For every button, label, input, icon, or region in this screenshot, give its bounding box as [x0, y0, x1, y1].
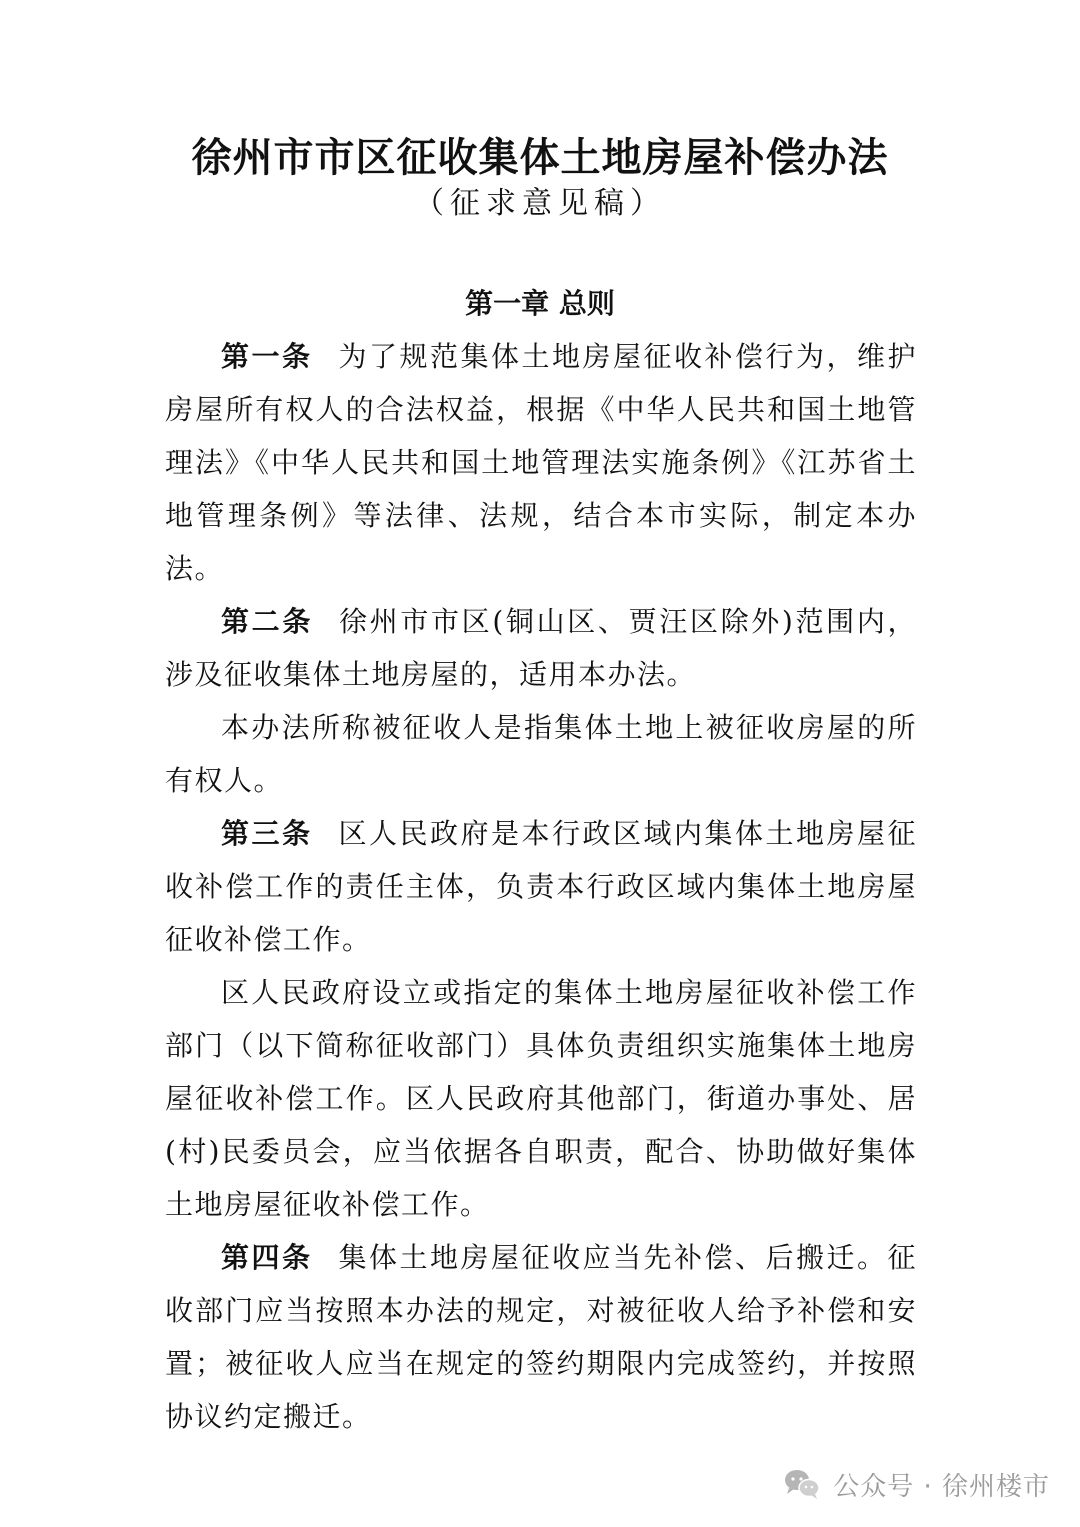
article-text: 集体土地房屋征收应当先补偿、后搬迁。征收部门应当按照本办法的规定，对被征收人给予补偿和安置；被征收人应当在规定的签约期限内完成签约，并按照协议约定搬迁。 [165, 1241, 917, 1433]
document-subtitle: （征求意见稿） [414, 186, 666, 221]
article-label: 第一条 [221, 340, 313, 373]
article-text: 徐州市市区(铜山区、贾汪区除外)范围内，涉及征收集体土地房屋的，适用本办法。 [165, 605, 917, 691]
article-label: 第三条 [221, 817, 313, 850]
watermark [783, 1464, 1050, 1504]
article-text: 区人民政府设立或指定的集体土地房屋征收补偿工作部门（以下简称征收部门）具体负责组织实施集体土地房屋征收补偿工作。区人民政府其他部门，街道办事处、居(村)民委员会，应当依据各自职责，配合、协助做好集体土地房屋征收补偿工作。 [165, 976, 917, 1221]
document-title: 徐州市市区征收集体土地房屋补偿办法 [191, 135, 889, 181]
article-3-clause [165, 966, 917, 1231]
chapter-title: 第一章 总则 [465, 287, 615, 320]
article-label: 第四条 [221, 1241, 313, 1274]
document-body [165, 330, 917, 1443]
wechat-icon [783, 1468, 821, 1500]
article-text: 为了规范集体土地房屋征收补偿行为，维护房屋所有权人的合法权益，根据《中华人民共和国土地管理法》《中华人民共和国土地管理法实施条例》《江苏省土地管理条例》等法律、法规，结合本市实际，制定本办法。 [165, 340, 917, 585]
article-text: 本办法所称被征收人是指集体土地上被征收房屋的所有权人。 [165, 711, 917, 797]
article-3 [165, 807, 917, 966]
article-text: 区人民政府是本行政区域内集体土地房屋征收补偿工作的责任主体，负责本行政区域内集体土地房屋征收补偿工作。 [165, 817, 917, 956]
article-label: 第二条 [221, 605, 313, 638]
article-4 [165, 1231, 917, 1443]
article-2-clause [165, 701, 917, 807]
article-2 [165, 595, 917, 701]
article-1 [165, 330, 917, 595]
watermark-text: 公众号 · 徐州楼市 [833, 1471, 1050, 1502]
